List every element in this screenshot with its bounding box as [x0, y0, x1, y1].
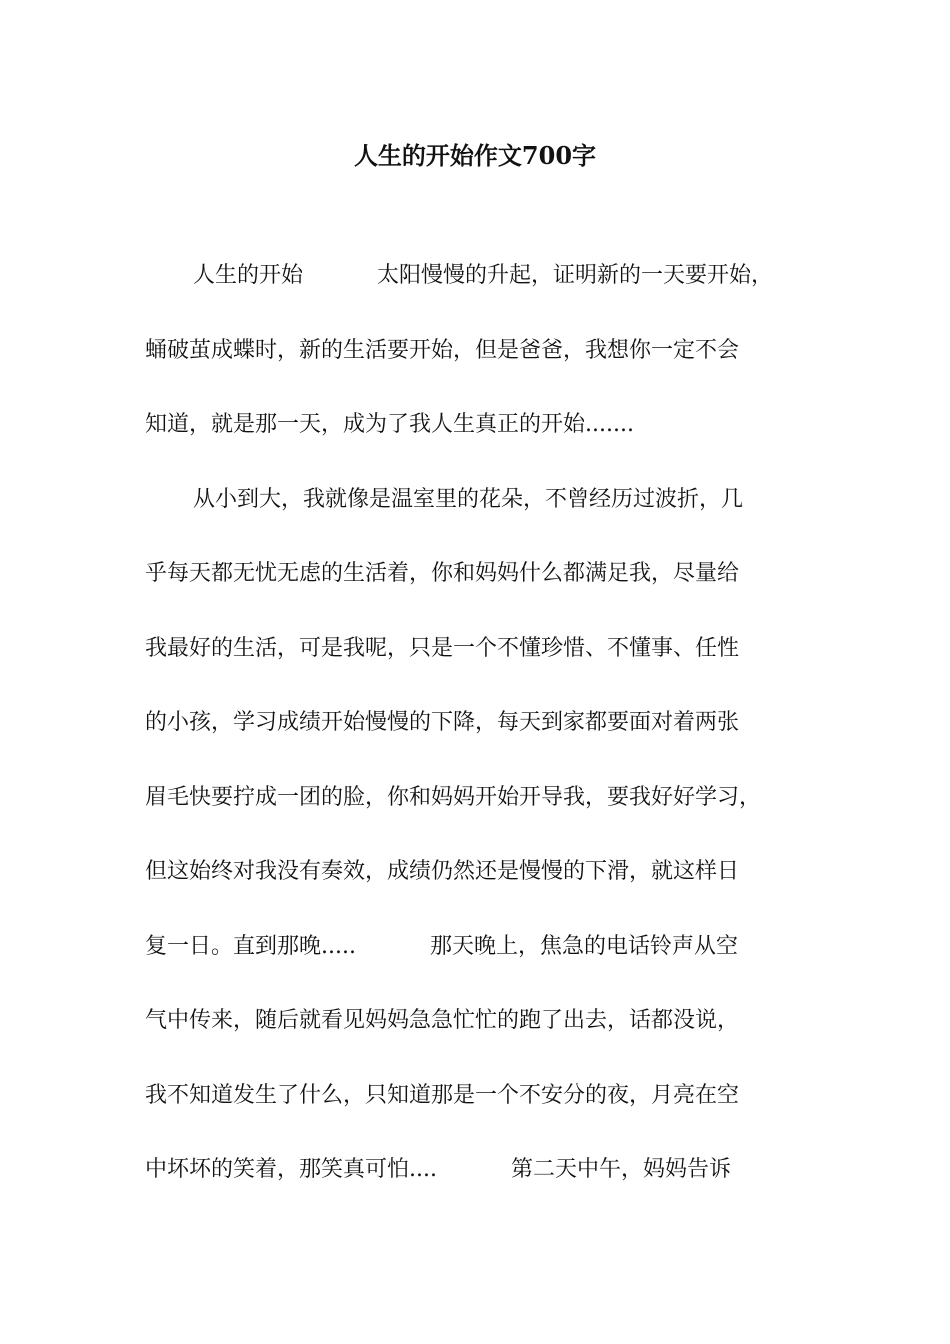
text-segment: 我不知道发生了什么，只知道那是一个不安分的夜，月亮在空 [145, 1082, 740, 1108]
paragraph-heading: 人生的开始 [193, 263, 304, 288]
text-segment: 中坏坏的笑着，那笑真可怕.... [145, 1157, 437, 1182]
text-line [145, 927, 825, 1002]
text-segment: 蛹破茧成蝶时，新的生活要开始，但是爸爸，我想你一定不会 [145, 337, 740, 363]
text-line [145, 629, 825, 704]
text-segment: 那天晚上，焦急的电话铃声从空 [429, 933, 738, 959]
text-line [145, 480, 825, 555]
text-segment: 第二天中午，妈妈告诉 [510, 1157, 731, 1182]
document-title: 人生的开始作文700字 [353, 141, 597, 170]
text-segment: 眉毛快要拧成一团的脸，你和妈妈开始开导我，要我好好学习， [145, 784, 762, 810]
text-line [145, 1001, 825, 1076]
essay-body [145, 256, 825, 1225]
text-segment: 的小孩，学习成绩开始慢慢的下降，每天到家都要面对着两张 [145, 710, 740, 735]
text-line [145, 256, 825, 331]
text-segment: 但这始终对我没有奏效，成绩仍然还是慢慢的下滑，就这样日 [145, 859, 740, 884]
text-line [145, 1150, 825, 1225]
text-segment: 我最好的生活，可是我呢，只是一个不懂珍惜、不懂事、任性 [145, 635, 740, 661]
text-line [145, 405, 825, 480]
text-line [145, 331, 825, 406]
text-line [145, 703, 825, 778]
text-segment: 气中传来，随后就看见妈妈急急忙忙的跑了出去，话都没说， [145, 1008, 740, 1033]
text-line [145, 1076, 825, 1151]
text-line [145, 554, 825, 629]
text-segment: 乎每天都无忧无虑的生活着，你和妈妈什么都满足我，尽量给 [145, 561, 740, 586]
text-line [145, 852, 825, 927]
text-segment: 太阳慢慢的升起，证明新的一天要开始， [377, 263, 774, 288]
text-segment: 复一日。直到那晚..... [145, 933, 356, 959]
text-segment: 从小到大，我就像是温室里的花朵，不曾经历过波折，几 [193, 486, 744, 512]
text-line [145, 778, 825, 853]
text-segment: 知道，就是那一天，成为了我人生真正的开始....... [145, 412, 634, 437]
